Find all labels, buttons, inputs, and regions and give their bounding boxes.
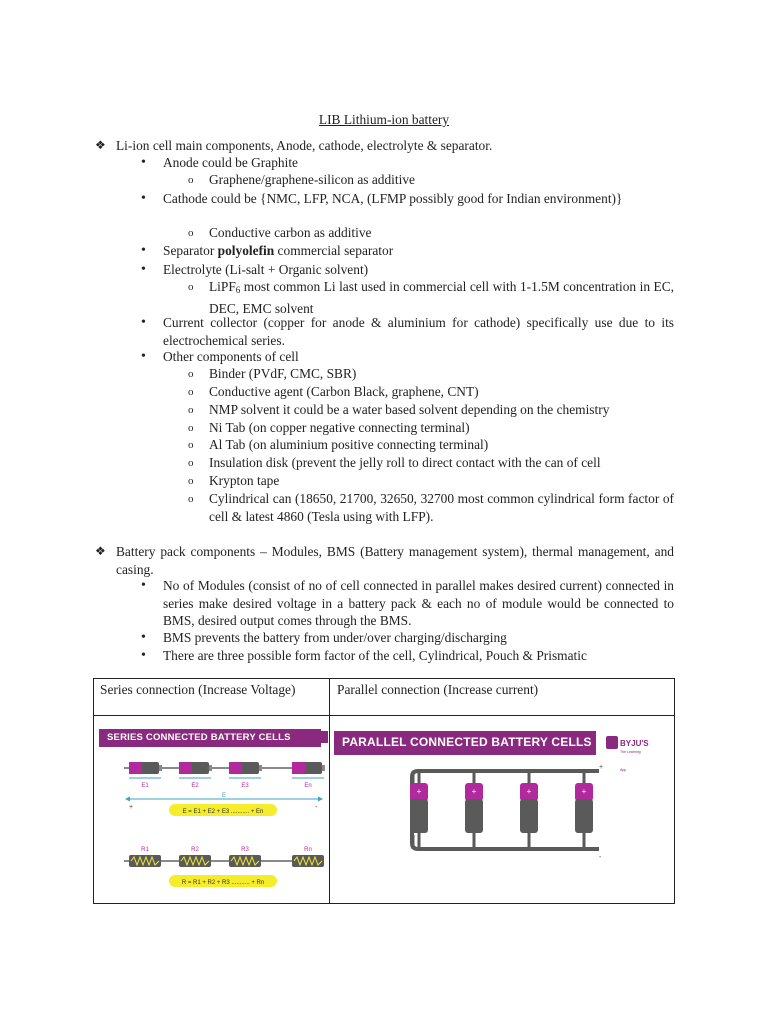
circle-bullet-icon: o: [188, 475, 194, 487]
other-subitem: NMP solvent it could be a water based solvent depending on the chemistry: [209, 402, 610, 417]
battery-cell-icon: [179, 762, 212, 774]
circle-bullet-icon: o: [188, 404, 194, 416]
other-subitem: Al Tab (on aluminium positive connecting terminal): [209, 437, 489, 452]
other-subitem: Krypton tape: [209, 473, 280, 488]
section1-heading: Li-ion cell main components, Anode, cathode, electrolyte & separator.: [116, 138, 493, 153]
svg-text:+: +: [581, 787, 587, 796]
anode-item: Anode could be Graphite: [163, 155, 298, 170]
circle-bullet-icon: o: [188, 386, 194, 398]
connection-table: [93, 678, 675, 904]
other-subitem: Conductive agent (Carbon Black, graphene, CNT): [209, 384, 479, 399]
svg-text:-: -: [599, 854, 602, 861]
other-subitem: Cylindrical can (18650, 21700, 32650, 32700 most common cylindrical form factor of cell & latest 4860 (Tesla using with LFP).: [209, 491, 674, 524]
other-components-item: Other components of cell: [163, 349, 299, 364]
parallel-banner: PARALLEL CONNECTED BATTERY CELLS: [334, 731, 596, 755]
dot-bullet-icon: •: [141, 315, 146, 330]
circle-bullet-icon: o: [188, 422, 194, 434]
svg-text:+: +: [599, 764, 604, 771]
battery-cell-icon: [292, 762, 325, 774]
circle-bullet-icon: o: [188, 493, 194, 505]
byjus-logo-icon: [606, 736, 618, 749]
resistor-formula: R = R1 + R2 + R3 ........... + Rn: [181, 880, 265, 886]
battery-cell-icon: [520, 771, 538, 849]
dot-bullet-icon: •: [141, 191, 146, 206]
collector-item: Current collector (copper for anode & aluminium for cathode) specifically use due to its electrochemical series.: [163, 315, 674, 348]
anode-subitem: Graphene/graphene-silicon as additive: [209, 172, 415, 187]
resistor-label: R3: [241, 847, 249, 853]
svg-text:-: -: [315, 804, 318, 811]
electrolyte-item: Electrolyte (Li-salt + Organic solvent): [163, 262, 369, 277]
svg-text:+: +: [471, 787, 477, 796]
other-subitem: Ni Tab (on copper negative connecting terminal): [209, 420, 470, 435]
table-divider: [94, 715, 674, 716]
battery-cell-icon: [465, 771, 483, 849]
resistor-label: Rn: [304, 847, 312, 853]
resistor-icon: [229, 855, 261, 867]
cathode-subitem: Conductive carbon as additive: [209, 225, 372, 240]
separator-item: Separator polyolefin commercial separator: [163, 243, 394, 258]
resistor-label: R2: [191, 847, 199, 853]
circle-bullet-icon: o: [188, 439, 194, 451]
resistor-icon: [129, 855, 161, 867]
dot-bullet-icon: •: [141, 648, 146, 663]
dot-bullet-icon: •: [141, 349, 146, 364]
dot-bullet-icon: •: [141, 578, 146, 593]
dot-bullet-icon: •: [141, 155, 146, 170]
lipf6-subitem: LiPF$_6$ most common Li last used in commercial cell with 1-1.5M concentration in EC, DEC, EMC solvent: [209, 279, 674, 316]
circle-bullet-icon: o: [188, 457, 194, 469]
battery-cell-icon: [575, 771, 593, 849]
byjus-logo: BYJU'S The Learning App: [606, 735, 646, 751]
circle-bullet-icon: o: [188, 368, 194, 380]
battery-cell-icon: [229, 762, 262, 774]
series-diagram: [99, 753, 327, 893]
svg-text:+: +: [526, 787, 532, 796]
battery-cell-icon: [129, 762, 162, 774]
series-formula: E = E1 + E2 + E3 ........... + En: [182, 809, 264, 815]
other-subitem: Binder (PVdF, CMC, SBR): [209, 366, 357, 381]
section2-item: There are three possible form factor of the cell, Cylindrical, Pouch & Prismatic: [163, 648, 587, 663]
parallel-diagram: [334, 763, 614, 863]
dot-bullet-icon: •: [141, 243, 146, 258]
circle-bullet-icon: o: [188, 227, 194, 239]
cell-label: En: [304, 783, 312, 789]
circle-bullet-icon: o: [188, 174, 194, 186]
page-title: LIB Lithium-ion battery: [318, 112, 450, 127]
cell-label: E2: [191, 783, 199, 789]
section2-item: BMS prevents the battery from under/over charging/discharging: [163, 630, 507, 645]
resistor-label: R1: [141, 847, 149, 853]
resistor-icon: [292, 855, 324, 867]
svg-text:E: E: [221, 793, 227, 799]
dot-bullet-icon: •: [141, 262, 146, 277]
diamond-bullet-icon: ❖: [95, 544, 106, 558]
cell-label: E1: [141, 783, 149, 789]
cathode-item: Cathode could be {NMC, LFP, NCA, (LFMP possibly good for Indian environment)}: [163, 191, 623, 206]
section2-heading: Battery pack components – Modules, BMS (Battery management system), thermal management, and casing.: [116, 544, 674, 577]
other-subitem: Insulation disk (prevent the jelly roll to direct contact with the can of cell: [209, 455, 601, 470]
series-header: Series connection (Increase Voltage): [100, 682, 296, 697]
section2-item: No of Modules (consist of no of cell connected in parallel makes desired current) connected in series make desired voltage in a battery pack & each no of module would be connected to BMS, desired output comes through the BMS.: [163, 578, 674, 628]
dot-bullet-icon: •: [141, 630, 146, 645]
circle-bullet-icon: o: [188, 281, 194, 293]
cell-label: E3: [241, 783, 249, 789]
diamond-bullet-icon: ❖: [95, 138, 106, 152]
parallel-header: Parallel connection (Increase current): [337, 682, 539, 697]
svg-text:+: +: [129, 804, 134, 811]
table-divider: [329, 679, 330, 903]
resistor-icon: [179, 855, 211, 867]
brand-logo-icon: [320, 731, 328, 743]
svg-text:+: +: [416, 787, 422, 796]
series-banner: SERIES CONNECTED BATTERY CELLS: [99, 729, 321, 747]
